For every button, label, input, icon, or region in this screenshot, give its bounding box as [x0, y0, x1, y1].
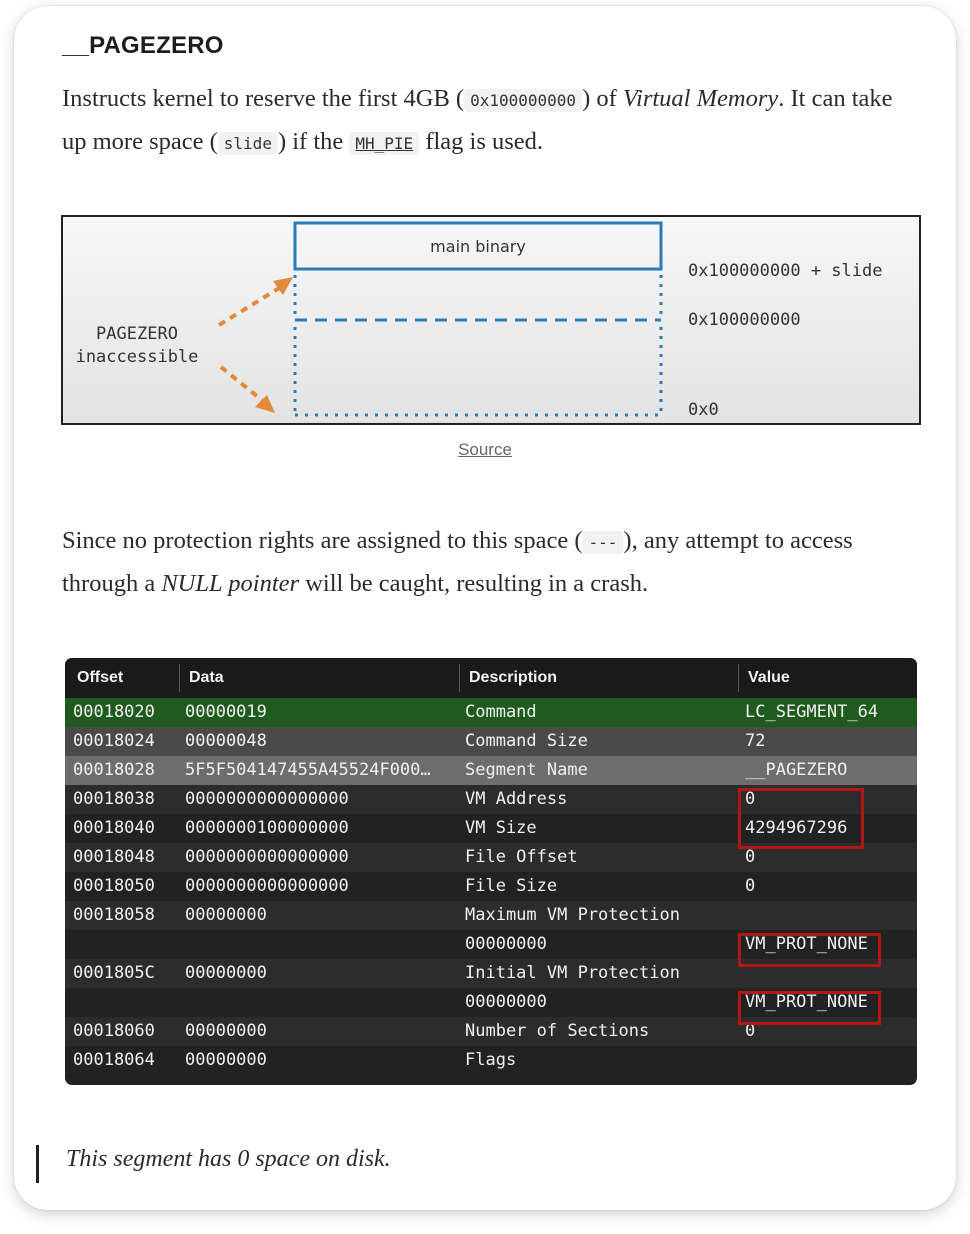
address-zero-label: 0x0 — [688, 400, 719, 420]
main-binary-label: main binary — [430, 237, 526, 256]
intro-paragraph: Instructs kernel to reserve the first 4GB ( 0x100000000 ) of Virtual Memory. It can take up more space ( slide ) if the MH_PIE flag is used. — [62, 85, 893, 155]
address-4g-label: 0x100000000 — [688, 310, 801, 330]
vm-range-highlight — [738, 788, 864, 849]
header-separator — [738, 664, 739, 692]
vm-address-value: 0 — [745, 789, 756, 809]
header-separator — [179, 664, 180, 692]
arrow-down-head — [255, 395, 275, 413]
header-value: Value — [748, 669, 790, 686]
segment-command-table — [65, 658, 917, 1085]
inline-code-no-protection: --- — [583, 531, 624, 554]
italic-virtual-memory: Virtual Memory — [622, 85, 779, 112]
header-offset: Offset — [77, 669, 124, 686]
article-card — [14, 6, 956, 1210]
memory-layout-diagram — [61, 215, 921, 425]
arrow-up-shaft — [219, 287, 281, 325]
header-separator — [459, 664, 460, 692]
table-row[interactable]: 00000000 VM_PROT_NONE — [465, 934, 868, 954]
header-description: Description — [469, 669, 558, 686]
table-row[interactable]: 00000000 VM_PROT_NONE — [465, 992, 868, 1012]
table-row[interactable]: 0001805C 00000000 Initial VM Protection — [65, 959, 917, 988]
table-row[interactable]: 00018060 00000000 Number of Sections 0 — [65, 1017, 917, 1046]
table-row[interactable]: 00018020 00000019 Command LC_SEGMENT_64 — [65, 698, 917, 727]
table-row[interactable]: 00018064 00000000 Flags — [73, 1050, 517, 1070]
address-slide-label: 0x100000000 + slide — [688, 261, 883, 281]
blockquote-text: This segment has 0 space on disk. — [66, 1146, 391, 1172]
max-prot-highlight — [738, 933, 881, 967]
blockquote-bar — [36, 1145, 39, 1183]
inline-code-slide: slide — [218, 132, 278, 155]
table-row[interactable]: 00018040 0000000100000000 VM Size 4294967296 — [73, 818, 848, 838]
table-header — [65, 658, 917, 698]
table-row[interactable]: 00018038 0000000000000000 VM Address 0 — [65, 785, 917, 814]
mh-pie-link[interactable]: MH_PIE — [349, 132, 419, 155]
arrow-down-shaft — [221, 367, 263, 401]
inline-code-4gb: 0x100000000 — [464, 89, 582, 112]
source-link[interactable]: Source — [458, 440, 512, 459]
protection-paragraph: Since no protection rights are assigned to this space ( --- ), any attempt to access through a NULL pointer will be caught, resulting in a crash. — [62, 527, 853, 597]
table-row[interactable]: 00018048 0000000000000000 File Offset 0 — [65, 843, 917, 872]
table-row[interactable]: 00018058 00000000 Maximum VM Protection — [65, 901, 917, 930]
section-heading: __PAGEZERO — [62, 32, 224, 59]
max-prot-value: VM_PROT_NONE — [745, 934, 868, 954]
table-row[interactable]: 00018028 5F5F504147455A45524F000… Segment Name __PAGEZERO — [65, 756, 917, 785]
header-data: Data — [189, 669, 224, 686]
init-prot-value: VM_PROT_NONE — [745, 992, 868, 1012]
vm-size-value: 4294967296 — [745, 818, 848, 838]
init-prot-highlight — [738, 991, 881, 1025]
italic-null-pointer: NULL pointer — [161, 570, 300, 597]
table-row[interactable]: 00018050 0000000000000000 File Size 0 — [73, 876, 756, 896]
table-row[interactable]: 00018024 00000048 Command Size 72 — [65, 727, 917, 756]
pagezero-inaccessible-label: PAGEZERO inaccessible — [75, 324, 199, 367]
